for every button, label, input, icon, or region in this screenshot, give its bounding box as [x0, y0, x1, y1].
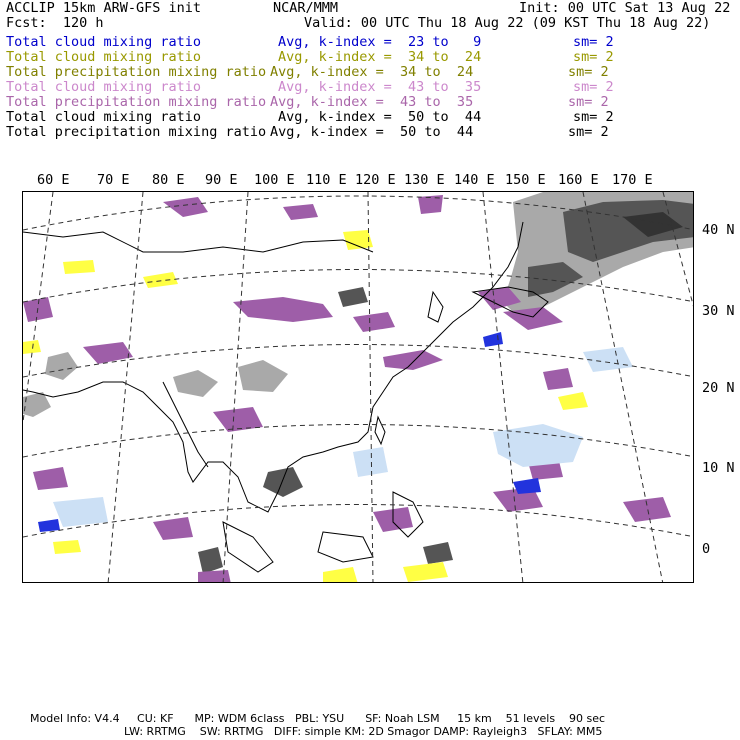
lon-label: 70 E	[97, 172, 130, 188]
legend-row	[6, 50, 736, 65]
blue-cloud-layer	[38, 332, 633, 532]
gray-cloud-layer	[23, 192, 694, 574]
lat-label: 20 N	[702, 380, 735, 396]
legend-row	[6, 65, 736, 80]
map-panel	[22, 191, 694, 583]
legend-field: Total precipitation mixing ratio	[6, 124, 267, 140]
lon-label: 60 E	[37, 172, 70, 188]
lat-label: 10 N	[702, 460, 735, 476]
legend-row	[6, 110, 736, 125]
legend-avg: Avg, k-index = 50 to 44	[270, 124, 474, 140]
lon-label: 110 E	[306, 172, 347, 188]
legend-avg: Avg, k-index = 50 to 44	[278, 109, 482, 125]
legend-sm: sm= 2	[568, 94, 609, 110]
legend-avg: Avg, k-index = 43 to 35	[278, 79, 482, 95]
legend-sm: sm= 2	[573, 79, 614, 95]
legend-field: Total precipitation mixing ratio	[6, 64, 267, 80]
legend-row	[6, 125, 736, 140]
lat-label: 0	[702, 541, 711, 557]
legend-sm: sm= 2	[573, 109, 614, 125]
model-info-line2: LW: RRTMG SW: RRTMG DIFF: simple KM: 2D Smagor DAMP: Rayleigh3 SFLAY: MM5	[124, 725, 603, 738]
legend-avg: Avg, k-index = 43 to 35	[270, 94, 474, 110]
legend-row	[6, 95, 736, 110]
valid-time: Valid: 00 UTC Thu 18 Aug 22 (09 KST Thu 18 Aug 22)	[304, 15, 711, 31]
legend-sm: sm= 2	[573, 49, 614, 65]
legend-avg: Avg, k-index = 34 to 24	[278, 49, 482, 65]
model-info-line1: Model Info: V4.4 CU: KF MP: WDM 6class PBL: YSU SF: Noah LSM 15 km 51 levels 90 sec	[30, 712, 606, 725]
legend-sm: sm= 2	[573, 34, 614, 50]
lon-label: 120 E	[355, 172, 396, 188]
lon-label: 160 E	[558, 172, 599, 188]
organization-label: NCAR/MMM	[273, 0, 339, 16]
map-title: ACCLIP 15km ARW-GFS init	[6, 0, 202, 16]
lon-label: 140 E	[454, 172, 495, 188]
legend-field: Total cloud mixing ratio	[6, 49, 202, 65]
legend-field: Total cloud mixing ratio	[6, 109, 202, 125]
lon-label: 80 E	[152, 172, 185, 188]
map-canvas	[23, 192, 694, 583]
yellow-cloud-layer	[23, 230, 588, 583]
lat-label: 40 N	[702, 222, 735, 238]
legend-field: Total cloud mixing ratio	[6, 79, 202, 95]
legend-row	[6, 80, 736, 95]
forecast-hour: Fcst: 120 h	[6, 15, 104, 31]
lon-label: 170 E	[612, 172, 653, 188]
lon-label: 100 E	[254, 172, 295, 188]
lon-label: 150 E	[505, 172, 546, 188]
lon-label: 130 E	[404, 172, 445, 188]
lon-label: 90 E	[205, 172, 238, 188]
legend-avg: Avg, k-index = 34 to 24	[270, 64, 474, 80]
legend-field: Total cloud mixing ratio	[6, 34, 202, 50]
legend-row	[6, 35, 736, 50]
legend-field: Total precipitation mixing ratio	[6, 94, 267, 110]
legend-sm: sm= 2	[568, 124, 609, 140]
lat-label: 30 N	[702, 303, 735, 319]
legend-avg: Avg, k-index = 23 to 9	[278, 34, 482, 50]
init-time: Init: 00 UTC Sat 13 Aug 22	[519, 0, 731, 16]
legend-sm: sm= 2	[568, 64, 609, 80]
